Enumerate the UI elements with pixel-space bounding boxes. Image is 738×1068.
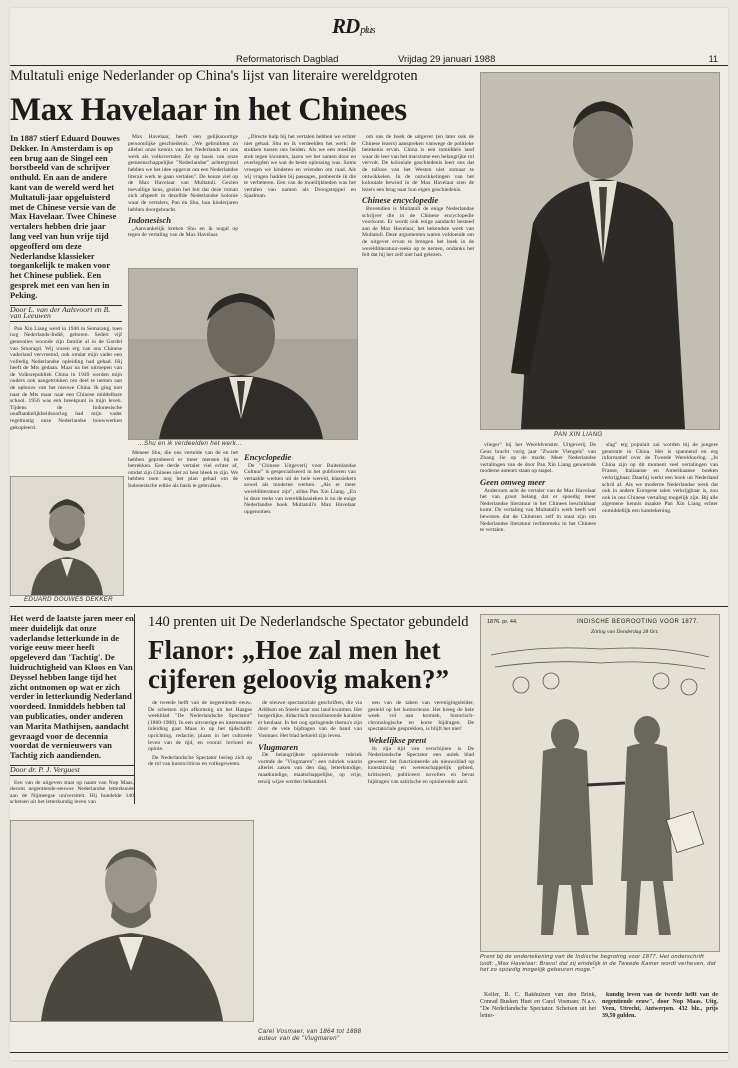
cartoon-indische-begroting [480,614,720,952]
article1-kicker: Multatuli enige Nederlander op China's lijst van literaire wereldgroten [10,68,418,84]
article1-column-1 [10,134,122,470]
article2-bottom-right [602,992,718,1032]
article2-colC-text-b: In zijn tijd van verschijnen is De Nederlandsche Spectator een uniek blad geweest: het functioneerde als nieuwsblad op kunstzinnig en wetenschappelijk gebied, kritisceert, publiceert novellen en bevat bijdragen van satirische en opinierende aard. [368,745,474,785]
article1-column-6 [602,442,718,600]
article1-col5-text: vlieger" bij het Wereldvenster. Uitgeverij De Geus bracht vorig jaar "Zwarte Vlengels" van Zhang Jie op de markt. Meer Nederlandse vertalingen van de door Pan Xin Liang genoemde moderne auteurs staan op stapel. [480,442,596,475]
caption-pan-xin-liang: PAN XIN LIANG [554,431,603,438]
portrait-carel-vosmaer [10,820,254,1022]
cartoon-header: INDISCHE BEGROOTING VOOR 1877. [577,619,700,625]
article2-column-1 [10,614,135,804]
article1-column-2 [128,134,238,264]
article2-byline: Door dr. P. J. Verguest [10,765,134,776]
article1-column-4 [362,134,474,600]
photo-pan-xin-liang [480,72,720,430]
page-bottom-rule [10,1052,728,1053]
article1-column-3 [244,134,356,264]
photo-man-portrait-icon [129,269,357,439]
portrait-douwes-dekker [10,476,124,596]
masthead-rule [10,65,728,66]
article1-col5-subhead: Geen omweg meer [480,476,546,487]
article2-bottom-mid-text: Keller, R. C. Bakhuizen van den Brink, Conrad Busken Huet en Carel Vosmaer. N.a.v. "De Nederlandsche Spectator. Schetsen uit het letter- [480,992,596,1019]
paper-name: Reformatorisch Dagblad [236,54,339,65]
engraving-vosmaer-icon [11,821,253,1021]
photo-standing-man-icon [481,73,719,429]
article2-colB-text: de nieuwe spectatoriale geschriften, die via Addison en Steele naar ons land kwamen. Het burgerlijke, didactisch moraliserende karakter er kenbaar. In het oog springende thema's zijn door de vele bijdragen van de hand van Vosmaer. Het blad behield zijn leven. [258,700,362,739]
logo-main: RD [332,14,360,38]
caption-douwes-dekker: EDUARD DOUWES DEKKER [24,596,113,603]
article2-colB-subhead: Vlugmaren [258,741,299,752]
article1-column-2-lower [128,450,238,600]
article2-column-c [368,700,474,1026]
article2-kicker: 140 prenten uit De Nederlandsche Spectator gebundeld [148,614,469,630]
logo [332,14,375,39]
engraving-portrait-icon [11,477,123,595]
caption-vosmaer: Carel Vosmaer, van 1864 tot 1888 auteur van de "Vlugmaren" [258,1028,362,1042]
article1-col1-text: Pan Xin Liang werd in 1940 in Semarang, toen nog Nederlands-Indië, geboren. Sedert vijf generaties woonde zijn familie al in de Gordel van Smaragd. Wij waren erg van ons Chinese vaderland vervreemd, ook omdat mijn vader een volledig Nederlandse opleiding had gehad. Hij heeft de Mts gedaan. Maar na het uitroepen van de Volksrepubliek China in 1949 werden mijn ouders ook aangetrokken om deel te nemen aan de opbouw van het nieuwe China. Ik ging niet naar de Mts maar naar een Chinese middelbare school. 1956 was een breekpunt in mijn leven. Tijdens de Indonesische onafhankelijkheidsoorlog had mijn vader regelmatig onze Nederlandse bouwwerken gekopieerd. [10,325,122,431]
article-divider [10,606,728,607]
article2-colB-text-b: De belangrijkste opinierende rubriek vormde de "Vlugmaren": een rubriek waarin allerlei zaken van den dag, letterkundige, maatkundige, maatschappelijke, op vrije, tenzij wijze werden behandeld. [258,752,362,785]
cartoon-ref: 1876. pr. 44. [487,619,518,625]
article2-colA-text: de tweede helft van de negentiende eeuw. De schetsen zijn afkomstig uit het Haagse weekblad "De Nederlandsche Spectator" (1860-1908). In een uitvoerige en interessante inleiding gaat Maas in op het tijdschrift: oprichting, redactie, plaats in het culturele leven van de tijd, en vooral: invloed en opinie. [148,700,252,753]
article2-intro: Het werd de laatste jaren meer en meer duidelijk dat onze vaderlandse letterkunde in de vorige eeuw meer heeft opgeleverd dan 'Tachtig'. De luidruchtigheid van Kloos en Van Deyssel hebben lange tijd het zicht ontnomen op wat er zich verder in letterkundig Nederland voordeed. Inmiddels hebben tal van publicaties, onder anderen van Marita Mathijsen, aandacht gevraagd voor de decennia voordat de vernieuwers van Tachtig zich aandienden. [10,614,134,761]
photo-shu-and-pan [128,268,358,440]
article2-column-b [258,700,362,1026]
article2-colC-text: een van de taken van verenigingsleider, gesteld op het humorieuze. Het kreeg de hele week vol aan kroniek, historisch-chronologische en korte bijdragen. De spectatoriale gesprekken, is blijft het niet! [368,700,474,733]
article1-col4-text: om ons de boek de uitgever (en later ook de Chinese lezers) aanspreken vanwege de politieke betekenis ervan. China is een inmiddels land waar de leer van het marxisme een belangrijke rol vervult. De koloniale geschiedenis leert ons dat de talloos van het Westen niet zomaar te ontwikkelen. In de ontwikkelingen van het koloniale bewind in de Max Havelaar zien de lezers een brug naar hun eigen geschiedenis. [362,134,474,193]
newspaper-page [10,8,728,1060]
article1-col3-subhead: Encyclopedie [244,452,292,462]
article1-col2-text: Max Havelaar, heeft een gelijksoortige persoonlijke geschiedenis. „We gebruikten zo allebei onze kennis van het Nederlands en ons werk als volksvertaler. Ze op basis van onze gemeenschappelijke "Nederlandse" achtergrond hebben we het idee opgevat om een Nederlandse literair werk te gaan vertalen". De keuze viel op de Max Havelaar van Multatuli. Gezien toevallige keus, gezien het feit dat deze roman zich afspeelt in dezelfde Nederlandse kolonie waar de vertalers, Pan en Shu, hun kinderjaren hebben doorgebracht. [128,134,238,213]
article1-col3-text-b: De "Chinese Uitgeverij voor Buitenlandse Cultuur" is gespecialiseerd in het publiceren van vertaalde werken uit de hele wereld, klassiekers zowel als moderne werken. „Als er meer wereldliteratuur zijn", aldus Pan Xin Liang. „En in deze reeks van wereldklassieken is nu de enige Nederlandse boek Multatuli's Max Havelaar opgenomen. [244,462,356,515]
article2-column-a [148,700,252,816]
article1-col5-text-b: Anderzom acht de vertaler van de Max Havelaar het van groot belang dat er spoedig meer Nederlandse literatuur in het Chinees beschikbaar komt. De vertaling van Multatuli's werk heeft wel bewezen dat de Chinezen zelf in staat zijn om Nederlandse literatuur rechtstreeks in het Chinees te vertalen. [480,487,596,534]
cartoon-sub: Zitting van Donderdag 28 Oct. [591,629,659,635]
article2-colA-text-b: De Nederlandsche Spectator beriep zich op de rol van kunstcriticus en volksgeweten. [148,754,252,768]
article1-col2-text-c: Meneer Shu, die ons vertelde van de en het hebben geprobeerd er meer mensen bij te betrekken. Een derde vertaler viel echter af, omdat zijn Chinees niet zo best bleek te zijn. We hebben toen nog het plan gehad om de Indonesische editie als basis te gebruiken. [128,450,238,489]
article1-col3-text: „Directe hulp bij het vertalen hebben we echter niet gehad. Shu en ik verdeelden het werk: de stukken tussen ons beiden. Als we een moeilijk stuk tegen kwamen, lazen we het samen door en overlegden we wat de beste oplossing was. Soms vroegen we kinderen en vrienden om raad. Als wij vragen hadden bij passages, probeerde ik die te verbeteren. Een van de moeilijkheden was het vertalen van namen als Droogstoppel en Sjaalman. [244,134,356,200]
cartoon-drawing-icon [481,615,719,951]
article1-col4-subhead: Chinese encyclopedie [362,195,439,206]
article2-col1-text: Een van de uitgeven staat op naam van Nop Maas, docent negentiende-eeuwse Nederlandse letterkunde aan de Nijmeegse universiteit. Hij bundelde 140 schetsen uit het letterkundig leven van [10,779,134,804]
logo-plus: plus [360,24,375,36]
article2-colC-subhead: Wekelijkse prent [368,734,427,745]
article1-col2-subhead: Indonesisch [128,215,171,226]
caption-center-photo: ...Shu en ik verdeelden het werk... [138,440,243,447]
article1-col4-text-b: Bovendien is Multatuli de enige Nederlandse schrijver die in de Chinese encyclopedie voorkomt. Er wordt ook enige aandacht besteed aan de Max Havelaar, het bekendste werk van Multatuli. Deze argumenten waren voldoende om de uitgever ervan te brengen het boek in de wereldliteratuur-reeks op te nemen, ondanks het feit dat hij het zelf niet had gelezen. [362,205,474,259]
article1-column-3-lower [244,450,356,600]
article2-bottom-mid [480,992,596,1032]
article2-headline: Flanor: „Hoe zal men het cijferen geloovig maken?” [148,635,449,694]
article1-column-5 [480,442,596,600]
article2-bottom-right-text: kundig leven van de tweede helft van de negentiende eeuw", door Nop Maas. Uitg. Veen, Utrecht, Antwerpen. 432 blz., prijs 39,50 gulden. [602,992,718,1019]
article1-headline: Max Havelaar in het Chinees [10,92,407,128]
issue-date: Vrijdag 29 januari 1988 [398,54,496,65]
article1-col2-text-b: „Aanvankelijk kreken Shu en ik nogal op tegen de vertaling van de Max Havelaar. [128,225,238,239]
page-number: 11 [708,54,718,64]
article1-intro: In 1887 stierf Eduard Douwes Dekker. In Amsterdam is op een brug aan de Singel een borstbeeld van de schrijver onthuld. En aan de andere kant van de wereld werd het Multatuli-jaar opgeluisterd met de Chinese versie van de Max Havelaar. Twee Chinese vertalers hebben drie jaar lang veel van hun vrije tijd opgeofferd om deze Nederlandse klassieker toegankelijk te maken voor het Chinese publiek. Een gesprek met een van hen in Peking. [10,134,120,300]
caption-cartoon: Prent bij de ondertekening van de Indische begroting voor 1877. Het onderschrift luidt: „Max Havelaar: Bravo! dat zij eindelijk in de Tweede Kamer wordt verheven, dat het zo spoedig mogelijk gebeuren moge." [480,954,716,974]
article1-col6-text: slag" erg populair zal worden bij de jongere generatie in China. Het is spannend en erg informatief over de Tweede Wereldoorlog. „In China zijn op dit moment veel vertalingen van Franse, Italiaanse en Amerikaanse boeken verkrijgbaar. Daarbij werkt een boek uit Nederland schril af. Als we moderne Nederlandse werk dat ook in andere Europese talen verkrijgbaar is, zou ook in ons Chinese vertaling mogelijk zijn. Bij alle algemene kennis maakte Pan Xin Liang echter onmiddellijk een kanttekening. [602,442,718,514]
masthead [10,8,728,64]
article1-byline: Door L. van der Aalsvoort en B. van Leeuwen [10,305,122,322]
